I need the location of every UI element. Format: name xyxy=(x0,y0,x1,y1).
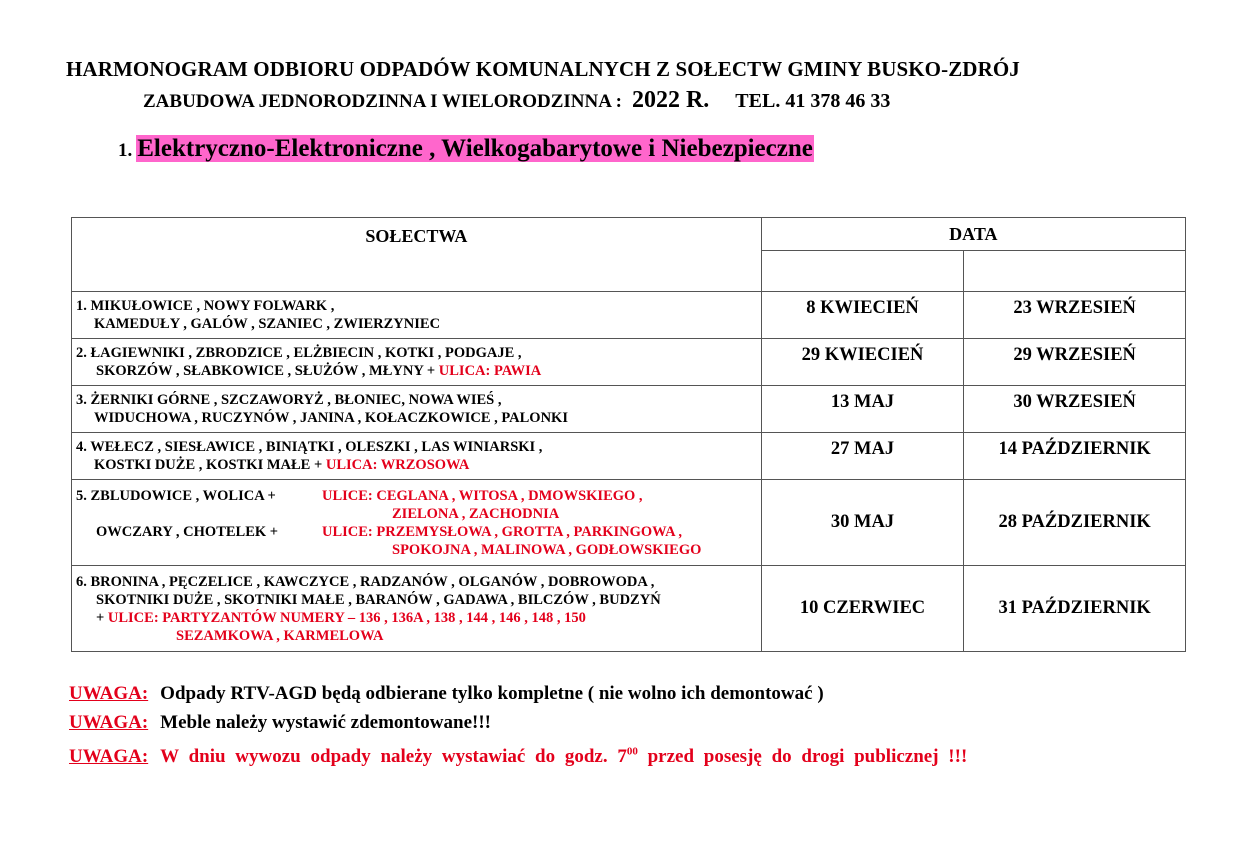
street-text: SPOKOJNA , MALINOWA , GODŁOWSKIEGO xyxy=(392,541,702,558)
villages-line: 2. ŁAGIEWNIKI , ZBRODZICE , ELŻBIECIN , KOTKI , PODGAJE , xyxy=(76,345,522,361)
note-text xyxy=(160,746,967,767)
villages-text: + xyxy=(96,609,105,626)
header-date-empty-1 xyxy=(761,251,964,292)
table-row xyxy=(72,386,1186,433)
note-text: Odpady RTV-AGD będą odbierane tylko kompletne ( nie wolno ich demontować ) xyxy=(160,683,824,704)
villages-line xyxy=(76,456,761,474)
date-spring: 10 CZERWIEC xyxy=(761,566,964,652)
villages-text: SKORZÓW , SŁABKOWICE , SŁUŻÓW , MŁYNY + xyxy=(96,363,436,379)
date-spring: 13 MAJ xyxy=(761,386,964,433)
villages-cell xyxy=(72,433,762,480)
villages-cell xyxy=(72,386,762,433)
table-row xyxy=(72,339,1186,386)
date-autumn: 14 PAŹDZIERNIK xyxy=(964,433,1186,480)
date-spring: 8 KWIECIEŃ xyxy=(761,292,964,339)
villages-text: 5. ZBLUDOWICE , WOLICA + xyxy=(76,487,276,504)
villages-line: WIDUCHOWA , RUCZYNÓW , JANINA , KOŁACZKOWICE , PALONKI xyxy=(94,410,568,426)
table-row xyxy=(72,292,1186,339)
street-text: ULICA: WRZOSOWA xyxy=(325,457,470,473)
villages-line: SKOTNIKI DUŻE , SKOTNIKI MAŁE , BARANÓW , GADAWA , BILCZÓW , BUDZYŃ xyxy=(96,591,661,608)
note xyxy=(69,741,967,770)
villages-line: 4. WEŁECZ , SIESŁAWICE , BINIĄTKI , OLESZKI , LAS WINIARSKI , xyxy=(76,439,543,455)
date-autumn: 28 PAŹDZIERNIK xyxy=(964,480,1186,566)
street-text: ULICE: PARTYZANTÓW NUMERY – 136 , 136A , 138 , 144 , 146 , 148 , 150 xyxy=(107,609,586,626)
table-row xyxy=(72,566,1186,652)
street-text: ULICE: PRZEMYSŁOWA , GROTTA , PARKINGOWA , xyxy=(322,523,682,540)
table-row xyxy=(72,480,1186,566)
villages-line: 3. ŻERNIKI GÓRNE , SZCZAWORYŻ , BŁONIEC, NOWA WIEŚ , xyxy=(76,392,502,408)
villages-line xyxy=(76,487,761,505)
villages-text: OWCZARY , CHOTELEK + xyxy=(96,523,279,540)
year: 2022 R. xyxy=(631,87,710,113)
note-superscript: 00 xyxy=(626,746,638,758)
villages-cell xyxy=(72,480,762,566)
section-heading xyxy=(118,135,814,163)
villages-text: KOSTKI DUŻE , KOSTKI MAŁE + xyxy=(94,457,323,473)
table-row xyxy=(72,433,1186,480)
note-label: UWAGA: xyxy=(69,712,149,733)
note-text-before: W dniu wywozu odpady należy wystawiać do godz. 7 xyxy=(160,746,627,768)
section-number: 1. xyxy=(118,140,133,161)
date-autumn: 29 WRZESIEŃ xyxy=(964,339,1186,386)
villages-line xyxy=(76,523,761,541)
note-label: UWAGA: xyxy=(69,746,149,768)
date-autumn: 30 WRZESIEŃ xyxy=(964,386,1186,433)
street-text: ULICE: CEGLANA , WITOSA , DMOWSKIEGO , xyxy=(322,487,643,504)
date-spring: 27 MAJ xyxy=(761,433,964,480)
villages-cell xyxy=(72,292,762,339)
note xyxy=(69,712,967,741)
villages-line xyxy=(76,362,761,380)
date-autumn: 23 WRZESIEŃ xyxy=(964,292,1186,339)
street-text: SEZAMKOWA , KARMELOWA xyxy=(176,627,384,644)
document-subtitle xyxy=(143,87,890,114)
date-spring: 29 KWIECIEŃ xyxy=(761,339,964,386)
note-label: UWAGA: xyxy=(69,683,149,704)
notes xyxy=(69,683,967,770)
section-title: Elektryczno-Elektroniczne , Wielkogabarytowe i Niebezpieczne xyxy=(137,135,813,162)
street-text: ZIELONA , ZACHODNIA xyxy=(392,505,560,522)
date-autumn: 31 PAŹDZIERNIK xyxy=(964,566,1186,652)
schedule-table xyxy=(71,217,1186,652)
date-spring: 30 MAJ xyxy=(761,480,964,566)
villages-cell xyxy=(72,566,762,652)
villages-cell xyxy=(72,339,762,386)
street-text: ULICA: PAWIA xyxy=(438,363,542,379)
villages-line: 6. BRONINA , PĘCZELICE , KAWCZYCE , RADZANÓW , OLGANÓW , DOBROWODA , xyxy=(76,573,655,590)
document-title: HARMONOGRAM ODBIORU ODPADÓW KOMUNALNYCH Z SOŁECTW GMINY BUSKO-ZDRÓJ xyxy=(66,57,1020,81)
header-date: DATA xyxy=(761,218,1185,251)
villages-line: 1. MIKUŁOWICE , NOWY FOLWARK , xyxy=(76,298,335,314)
subtitle-text: ZABUDOWA JEDNORODZINNA I WIELORODZINNA : xyxy=(143,91,622,112)
header-date-empty-2 xyxy=(964,251,1186,292)
note-text: Meble należy wystawić zdemontowane!!! xyxy=(160,712,492,733)
note-text-after: przed posesję do drogi publicznej !!! xyxy=(637,746,968,768)
header-villages: SOŁECTWA xyxy=(72,218,762,292)
note xyxy=(69,683,967,712)
villages-line: KAMEDUŁY , GALÓW , SZANIEC , ZWIERZYNIEC xyxy=(94,316,441,332)
phone: TEL. 41 378 46 33 xyxy=(735,90,891,112)
villages-line xyxy=(76,609,761,627)
